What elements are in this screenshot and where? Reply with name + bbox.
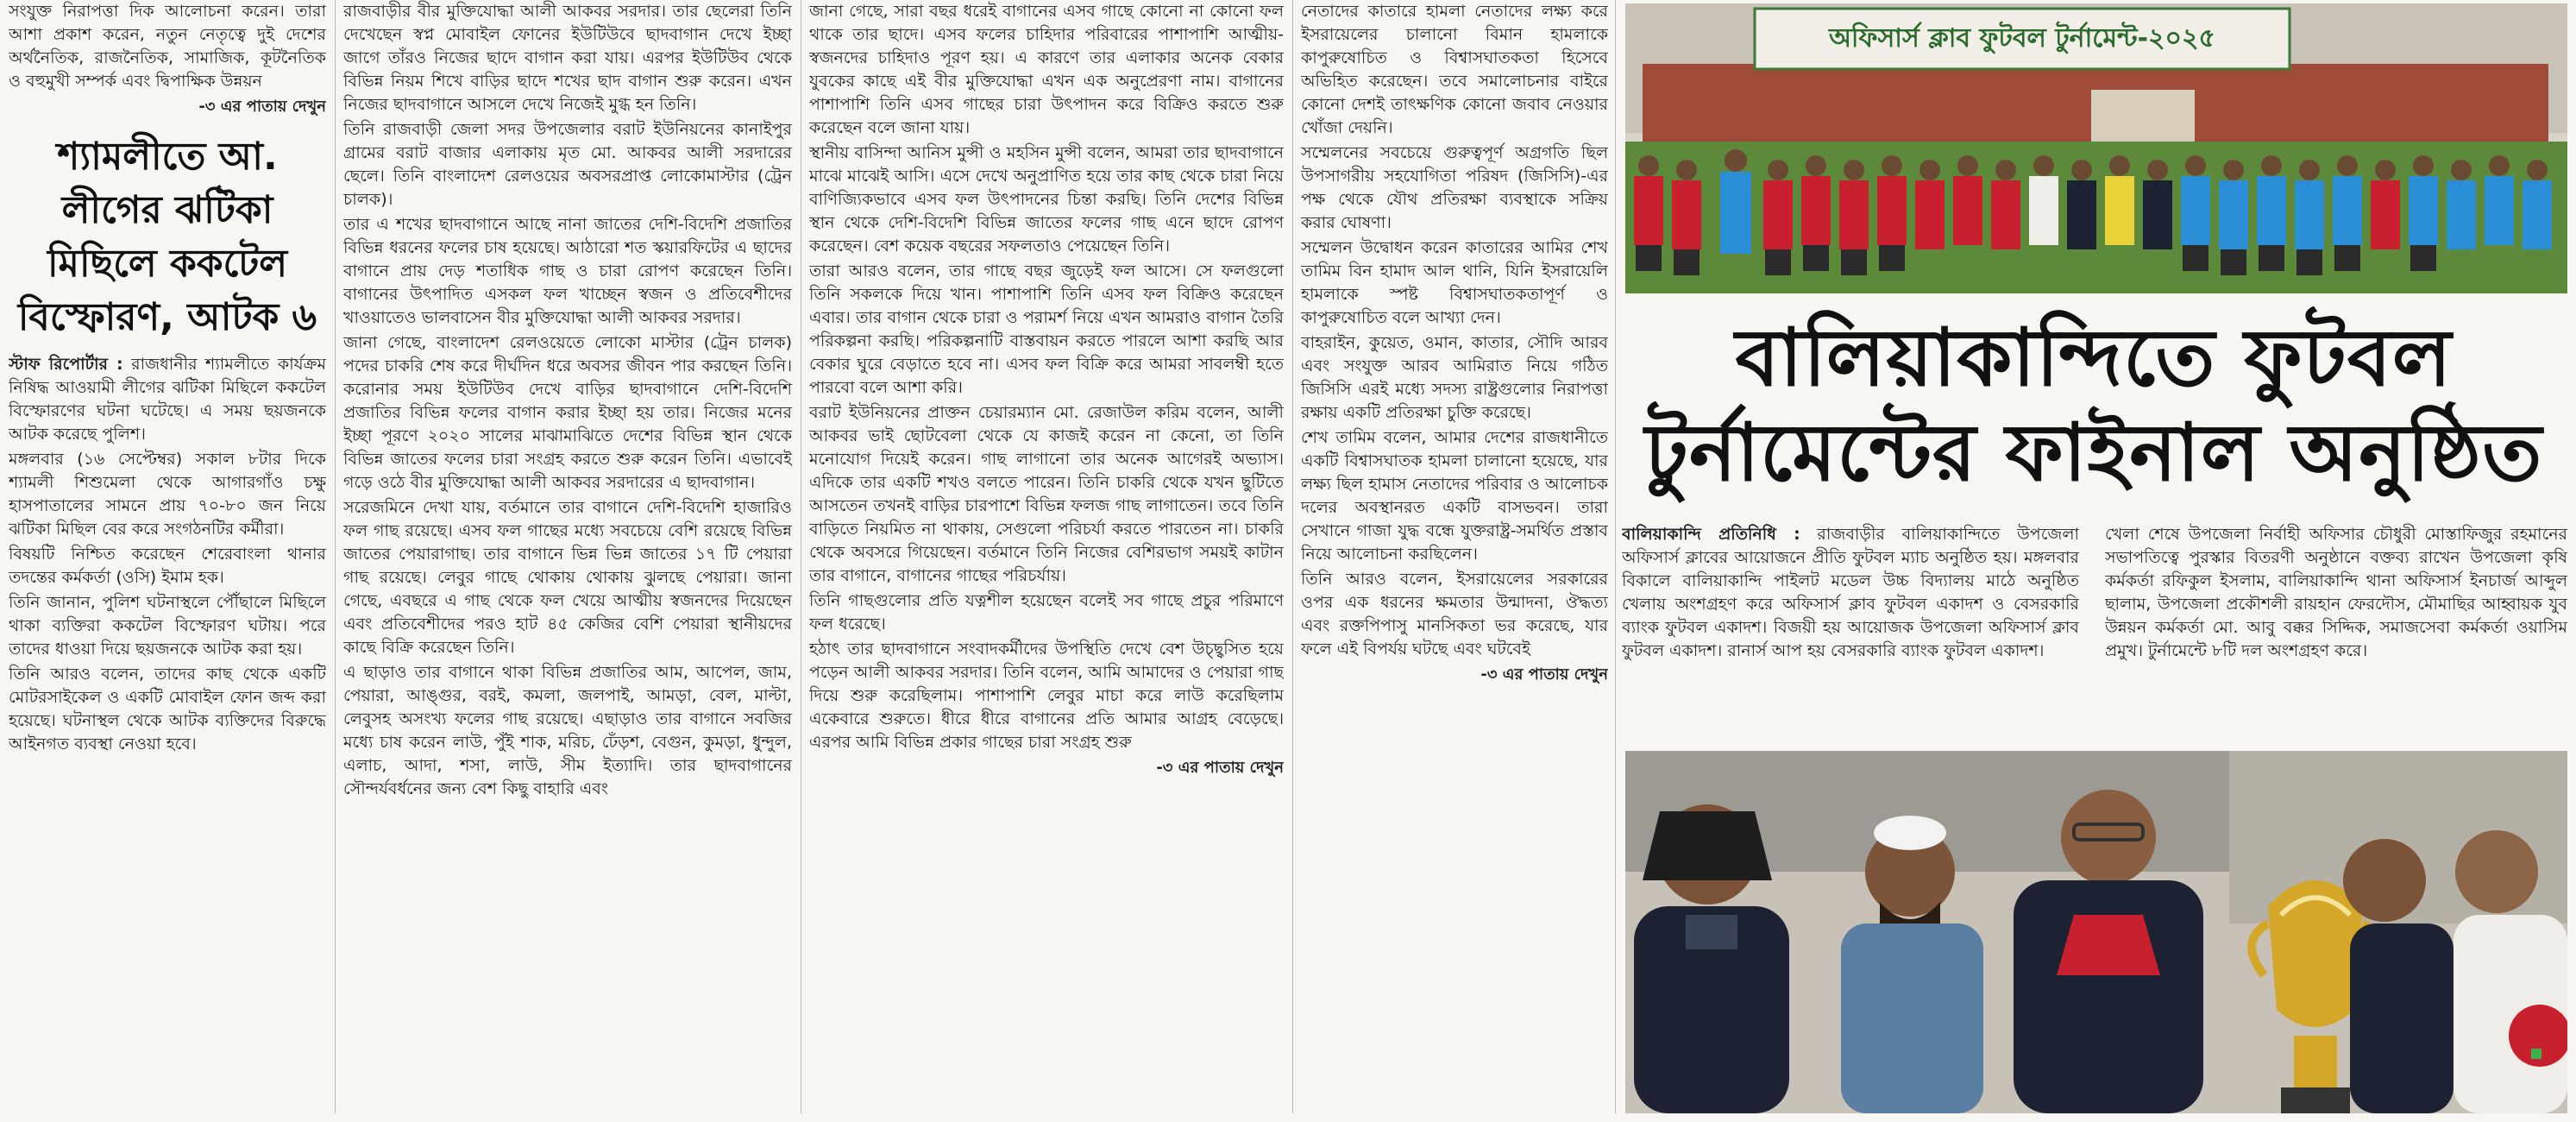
col2-paragraph-5: সরেজমিনে দেখা যায়, বর্তমানে তার বাগানে দেশি-বিদেশি হাজারিও ফল গাছ রয়েছে। এসব ফল গাছের মধ্যে সবচেয়ে বেশি রয়েছে বিভিন্ন জাতের পেয়ারাগাছ। তার বাগানে ভিন্ন ভিন্ন জাতের ১৭ টি পেয়ারা গাছ রয়েছে। লেবুর গাছে থোকায় থোকায় ঝুলছে পেয়ারা। জানা গেছে, এবছরে এ গাছ থেকে ফল খেয়ে আত্মীয় স্বজনদের দিয়েছেন এবং প্রতিবেশীদের পরও হাট ৪৫ কেজির বেশি পেয়ারা স্থানীয়দের কাছে বিক্রি করেছেন তিনি। xyxy=(343,498,792,657)
column-divider xyxy=(1615,0,1616,1113)
col1-top-continue[interactable]: -৩ এর পাতায় দেখুন xyxy=(198,98,326,116)
col2-paragraph-6: এ ছাড়াও তার বাগানে থাকা বিভিন্ন প্রজাতির আম, আপেল, জাম, পেয়ারা, আঙ্গুর, বরই, কমলা, জলপাই, আমড়া, বেল, মাল্টা, লেবুসহ অসংখ্য ফলের গাছ রয়েছে। এছাড়াও তার বাগানে সবজির মধ্যে চাষ করেন লাউ, পুঁই শাক, মরিচ, ঢেঁড়শ, বেগুন, কুমড়া, ধুন্দুল, এলাচ, আদা, শসা, লাউ, সীম ইত্যাদি। তার ছাদবাগানের সৌন্দর্যবর্ধনের জন্য বেশ কিছু বাহারি এবং xyxy=(343,663,792,798)
col2-paragraph-2: তিনি রাজবাড়ী জেলা সদর উপজেলার বরাট ইউনিয়নের কানাইপুর গ্রামের বরাট বাজার এলাকায় মৃত মো. আকবর আলী সরদারের ছেলে। তিনি বাংলাদেশ রেলওয়ের অবসরপ্রাপ্ত লোকোমাস্টার (ট্রেন চালক)। xyxy=(343,120,792,209)
main-headline-line-1: বালিয়াকান্দিতে ফুটবল xyxy=(1735,312,2453,404)
trophy-presentation-illustration xyxy=(1625,751,2567,1113)
col4-paragraph-4: বাহরাইন, কুয়েত, ওমান, কাতার, সৌদি আরব এবং সংযুক্ত আরব আমিরাত নিয়ে গঠিত জিসিসি এরই মধ্যে সদস্য রাষ্ট্রগুলোর নিরাপত্তা রক্ষায় একটি প্রতিরক্ষা চুক্তি করেছে। xyxy=(1301,333,1608,422)
col1-paragraph-4: তিনি জানান, পুলিশ ঘটনাস্থলে পৌঁছালে মিছিলে থাকা ব্যক্তিরা ককটেল বিস্ফোরণ ঘটায়। পরে তাদের ধাওয়া দিয়ে ছয়জনকে আটক করা হয়। xyxy=(9,593,326,659)
col3-continue[interactable]: -৩ এর পাতায় দেখুন xyxy=(1156,759,1284,777)
column-divider xyxy=(1292,0,1293,1113)
col2-paragraph-1: রাজবাড়ীর বীর মুক্তিযোদ্ধা আলী আকবর সরদার। তার ছেলেরা তিনি দেখেছেন স্বপ্ন মোবাইল ফোনের ইউটিউবে ছাদবাগান দেখে ইচ্ছা জাগে তাঁরও নিজের ছাদে বাগান করা যায়। এরপর ইউটিউব থেকে বিভিন্ন নিয়ম শিখে বাড়ির ছাদে শখের ছাদ বাগান শুরু করেন। এখন নিজের ছাদবাগানে আসলে দেখে নিজেই মুগ্ধ হন তিনি। xyxy=(343,2,792,114)
col1-paragraph-1: রাজধানীর শ্যামলীতে কার্যক্রম নিষিদ্ধ আওয়ামী লীগের ঝটিকা মিছিলে ককটেল বিস্ফোরণের ঘটনা ঘটেছে। এ সময় ছয়জনকে আটক করেছে পুলিশ। xyxy=(9,355,326,444)
col1-paragraph-5: তিনি আরও বলেন, তাদের কাছ থেকে একটি মোটরসাইকেল ও একটি মোবাইল ফোন জব্দ করা হয়েছে। ঘটনাস্থল থেকে আটক ব্যক্তিদের বিরুদ্ধে আইনগত ব্যবস্থা নেওয়া হবে। xyxy=(9,665,326,753)
col2-paragraph-3: তার এ শখের ছাদবাগানে আছে নানা জাতের দেশি-বিদেশি প্রজাতির বিভিন্ন ধরনের ফলের চাষ হয়েছে। আঠারো শত স্কয়ারফিটের এ ছাদের বাগানে প্রায় দেড় শতাধিক গাছ ও চারা রোপণ করেছেন তিনি। বাগানের উৎপাদিত এসকল ফল খাচ্ছেন স্বজন ও প্রতিবেশীদের খাওয়াতেও ভালবাসেন বীর মুক্তিযোদ্ধা আলী আকবর সরদার। xyxy=(343,215,792,327)
main-story-paragraph-right: খেলা শেষে উপজেলা নির্বাহী অফিসার চৌধুরী মোস্তাফিজুর রহমানের সভাপতিত্বে পুরস্কার বিতরণী অনুষ্ঠানে বক্তব্য রাখেন উপজেলা কৃষি কর্মকর্তা রফিকুল ইসলাম, বালিয়াকান্দি থানা অফিসার্স ইনচার্জ আব্দুল ছালাম, উপজেলা প্রকৌশলী রায়হান ফেরদৌস, মৌমাছির আহ্বায়ক যুব উন্নয়ন কর্মকর্তা মো. আবু বক্কর সিদ্দিক, সমাজসেবা কর্মকর্তা ওয়াসিম প্রমুখ। টুর্নামেন্টে ৮টি দল অংশগ্রহণ করে। xyxy=(2105,525,2567,660)
col1-top-paragraph: সংযুক্ত নিরাপত্তা দিক আলোচনা করেন। তারা আশা প্রকাশ করেন, নতুন নেতৃত্বে দুই দেশের অর্থনৈতিক, রাজনৈতিক, সামাজিক, কূটনৈতিক ও বহুমুখী সম্পর্ক এবং দ্বিপাক্ষিক উন্নয়ন xyxy=(9,2,326,91)
col3-paragraph-4: বরাট ইউনিয়নের প্রাক্তন চেয়ারম্যান মো. রেজাউল করিম বলেন, আলী আকবর ভাই ছোটবেলা থেকে যে কাজই করেন না কেনো, তা তিনি মনোযোগ দিয়েই করেন। গাছ লাগানো তার অনেক আগেরই অভ্যাস। এদিকে তার একটি শখও বলতে পারেন। তিনি চাকরি থেকে যখন ছুটিতে আসতেন তখনই বাড়ির চারপাশে বিভিন্ন ফলজ গাছ লাগাতেন। তবে তিনি বাড়িতে নিয়মিত না থাকায়, সেগুলো পরিচর্যা করতে পারতেন না। চাকরি থেকে অবসরে গিয়েছেন। বর্তমানে তিনি নিজের বেশিরভাগ সময়ই কাটান তার বাগানে, বাগানের গাছের পরিচর্যায়। xyxy=(809,403,1284,585)
col1-headline: শ্যামলীতে আ. লীগের ঝটিকা মিছিলে ককটেল বিস্ফোরণ, আটক ৬ xyxy=(17,135,317,339)
col3-paragraph-1: জানা গেছে, সারা বছর ধরেই বাগানের এসব গাছে কোনো না কোনো ফল থাকে তার ছাদে। এসব ফলের চাহিদার পরিবারের পাশাপাশি আত্মীয়-স্বজনদের চাহিদাও পূরণ হয়। এ কারণে তার এলাকার অনেক বেকার যুবকের কাছে এই বীর মুক্তিযোদ্ধা এখন এক অনুপ্রেরণা নাম। বাগানের পাশাপাশি তিনি এসব গাছের চারা উৎপাদন করে বিক্রিও করতে শুরু করেছেন বলে জানা যায়। xyxy=(809,2,1284,137)
trophy-presentation-photo xyxy=(1625,751,2567,1113)
col4-paragraph-1: নেতাদের কাতারে হামলা নেতাদের লক্ষ্য করে ইসরায়েলের চালানো বিমান হামলাকে কাপুরুষোচিত ও বিশ্বাসঘাতকতা হিসেবে অভিহিত করেছেন। তবে সমালোচনার বাইরে কোনো দেশই তাৎক্ষণিক কোনো জবাব নেওয়ার খোঁজা দেয়নি। xyxy=(1301,2,1608,137)
main-headline xyxy=(1620,311,2567,501)
main-headline-line-2: টুর্নামেন্টের ফাইনাল অনুষ্ঠিত xyxy=(1644,407,2543,499)
col4-paragraph-2: সম্মেলনের সবচেয়ে গুরুত্বপূর্ণ অগ্রগতি ছিল উপসাগরীয় সহযোগিতা পরিষদ (জিসিসি)-এর পক্ষ থেকে যৌথ প্রতিরক্ষা ব্যবস্থাকে সক্রিয় করার ঘোষণা। xyxy=(1301,143,1608,232)
col3-paragraph-3: তারা আরও বলেন, তার গাছে বছর জুড়েই ফল আসে। সে ফলগুলো তিনি সকলকে দিয়ে খান। পাশাপাশি তিনি এসব ফল বিক্রিও করেছেন এবার। তার বাগান থেকে চারা ও পরামর্শ নিয়ে এখন আমরাও বাগান তৈরি পরিকল্পনা করছি। পরিকল্পনাটি বাস্তবায়ন করতে পারলে আশা করছি আর বেকার ঘুরে বেড়াতে হবে না। এসব ফল বিক্রি করে আমরা সাবলম্বী হতে পারবো বলে আশা করি। xyxy=(809,262,1284,397)
column-2 xyxy=(343,0,792,1113)
main-story-byline: বালিয়াকান্দি প্রতিনিধি : xyxy=(1622,525,1800,544)
banner-text: অফিসার্স ক্লাব ফুটবল টুর্নামেন্ট-২০২৫ xyxy=(1828,23,2216,54)
col1-paragraph-3: বিষয়টি নিশ্চিত করেছেন শেরেবাংলা থানার তদন্তের কর্মকর্তা (ওসি) ইমাম হক। xyxy=(9,545,326,587)
col4-continue[interactable]: -৩ এর পাতায় দেখুন xyxy=(1480,665,1608,684)
main-story-left-text xyxy=(1622,523,2079,739)
col4-paragraph-5: শেখ তামিম বলেন, আমার দেশের রাজধানীতে একটি বিশ্বাসঘাতক হামলা চালানো হয়েছে, যার লক্ষ্য ছিল হামাস নেতাদের পরিবার ও আলোচক দলের অবস্থানরত একটি বাসভবন। তারা সেখানে গাজা যুদ্ধ বন্ধে যুক্তরাষ্ট্র-সমর্থিত প্রস্তাব নিয়ে আলোচনা করছিলেন। xyxy=(1301,428,1608,564)
team-lineup-illustration xyxy=(1625,3,2567,293)
col1-byline: স্টাফ রিপোর্টার : xyxy=(9,355,123,374)
column-3 xyxy=(809,0,1284,1113)
team-lineup-photo xyxy=(1625,3,2567,293)
col3-paragraph-2: স্থানীয় বাসিন্দা আনিস মুন্সী ও মহসিন মুন্সী বলেন, আমরা তার ছাদবাগানে মাঝে মাঝেই আসি। এসে দেখে অনুপ্রাণিত হয়ে তার কাছ থেকে চারা নিয়ে বাণিজ্যিকভাবে এসব ফল উৎপাদনের চিন্তা করছি। তিনি দেশের বিভিন্ন স্থান থেকে দেশি-বিদেশি বিভিন্ন জাতের ফলের গাছ এনে ছাদে রোপণ করেছেন। বেশ কয়েক বছরের সফলতাও পেয়েছেন তিনি। xyxy=(809,143,1284,255)
main-story-paragraph-left: রাজবাড়ীর বালিয়াকান্দিতে উপজেলা অফিসার্স ক্লাবের আয়োজনে প্রীতি ফুটবল ম্যাচ অনুষ্ঠিত হয়। মঙ্গলবার বিকালে বালিয়াকান্দি পাইলট মডেল উচ্চ বিদ্যালয় মাঠে অনুষ্ঠিত খেলায় অংশগ্রহণ করে অফিসার্স ক্লাব ফুটবল একাদশ ও বেসরকারি ব্যাংক ফুটবল একাদশ। বিজয়ী হয় আয়োজক উপজেলা অফিসার্স ক্লাব ফুটবল একাদশ। রানার্স আপ হয় বেসরকারি ব্যাংক ফুটবল একাদশ। xyxy=(1622,525,2079,660)
col3-paragraph-6: হঠাৎ তার ছাদবাগানে সংবাদকর্মীদের উপস্থিতি দেখে বেশ উচ্ছ্বসিত হয়ে পড়েন আলী আকবর সরদার। তিনি বলেন, আমি আমাদের ও পেয়ারা গাছ দিয়ে শুরু করেছিলাম। পাশাপাশি লেবুর মাচা করে লাউ করেছিলাম একেবারে শুরুতে। ধীরে ধীরে বাগানের প্রতি আমার আগ্রহ বেড়েছে। এরপর আমি বিভিন্ন প্রকার গাছের চারা সংগ্রহ শুরু xyxy=(809,640,1284,752)
player-row xyxy=(1634,172,2552,254)
col3-paragraph-5: তিনি গাছগুলোর প্রতি যত্নশীল হয়েছেন বলেই সব গাছে প্রচুর পরিমাণে ফল ধরেছে। xyxy=(809,591,1284,633)
col4-paragraph-6: তিনি আরও বলেন, ইসরায়েলের সরকারের ওপর এক ধরনের ক্ষমতার উন্মাদনা, ঔদ্ধত্য এবং রক্তপিপাসু মানসিকতা ভর করেছে, যার ফলে এই বিপর্যয় ঘটছে এবং ঘটবেই xyxy=(1301,570,1608,659)
col4-paragraph-3: সম্মেলন উদ্বোধন করেন কাতারের আমির শেখ তামিম বিন হামাদ আল থানি, যিনি ইসরায়েলি হামলাকে স্পষ্ট বিশ্বাসঘাতকতাপূর্ণ ও কাপুরুষোচিত বলে আখ্যা দেন। xyxy=(1301,238,1608,327)
main-story-right-text xyxy=(2105,523,2567,739)
column-1 xyxy=(9,0,326,1113)
column-4 xyxy=(1301,0,1608,1113)
col1-paragraph-2: মঙ্গলবার (১৬ সেপ্টেম্বর) সকাল ৮টার দিকে শ্যামলী শিশুমেলা থেকে আগারগাঁও চক্ষু হাসপাতালের সামনে প্রায় ৭০-৮০ জন নিয়ে ঝটিকা মিছিল বের করে সংগঠনটির কর্মীরা। xyxy=(9,450,326,539)
col2-paragraph-4: জানা গেছে, বাংলাদেশ রেলওয়েতে লোকো মাস্টার (ট্রেন চালক) পদের চাকরি শেষ করে দীর্ঘদিন ধরে অবসর জীবন পার করছেন তিনি। করোনার সময় ইউটিউব দেখে বাড়ির ছাদবাগানে দেশি-বিদেশি প্রজাতির বিভিন্ন ফলের বাগান করার ইচ্ছা হয় তার। নিজের মনের ইচ্ছা পূরণে ২০২০ সালের মাঝামাঝিতে দেশের বিভিন্ন স্থান থেকে বিভিন্ন জাতের ফলের চারা সংগ্রহ করতে শুরু করেন তিনি। এভাবেই গড়ে ওঠে বীর মুক্তিযোদ্ধা আলী আকবর সরদারের এ ছাদবাগান। xyxy=(343,333,792,492)
column-divider xyxy=(335,0,336,1113)
